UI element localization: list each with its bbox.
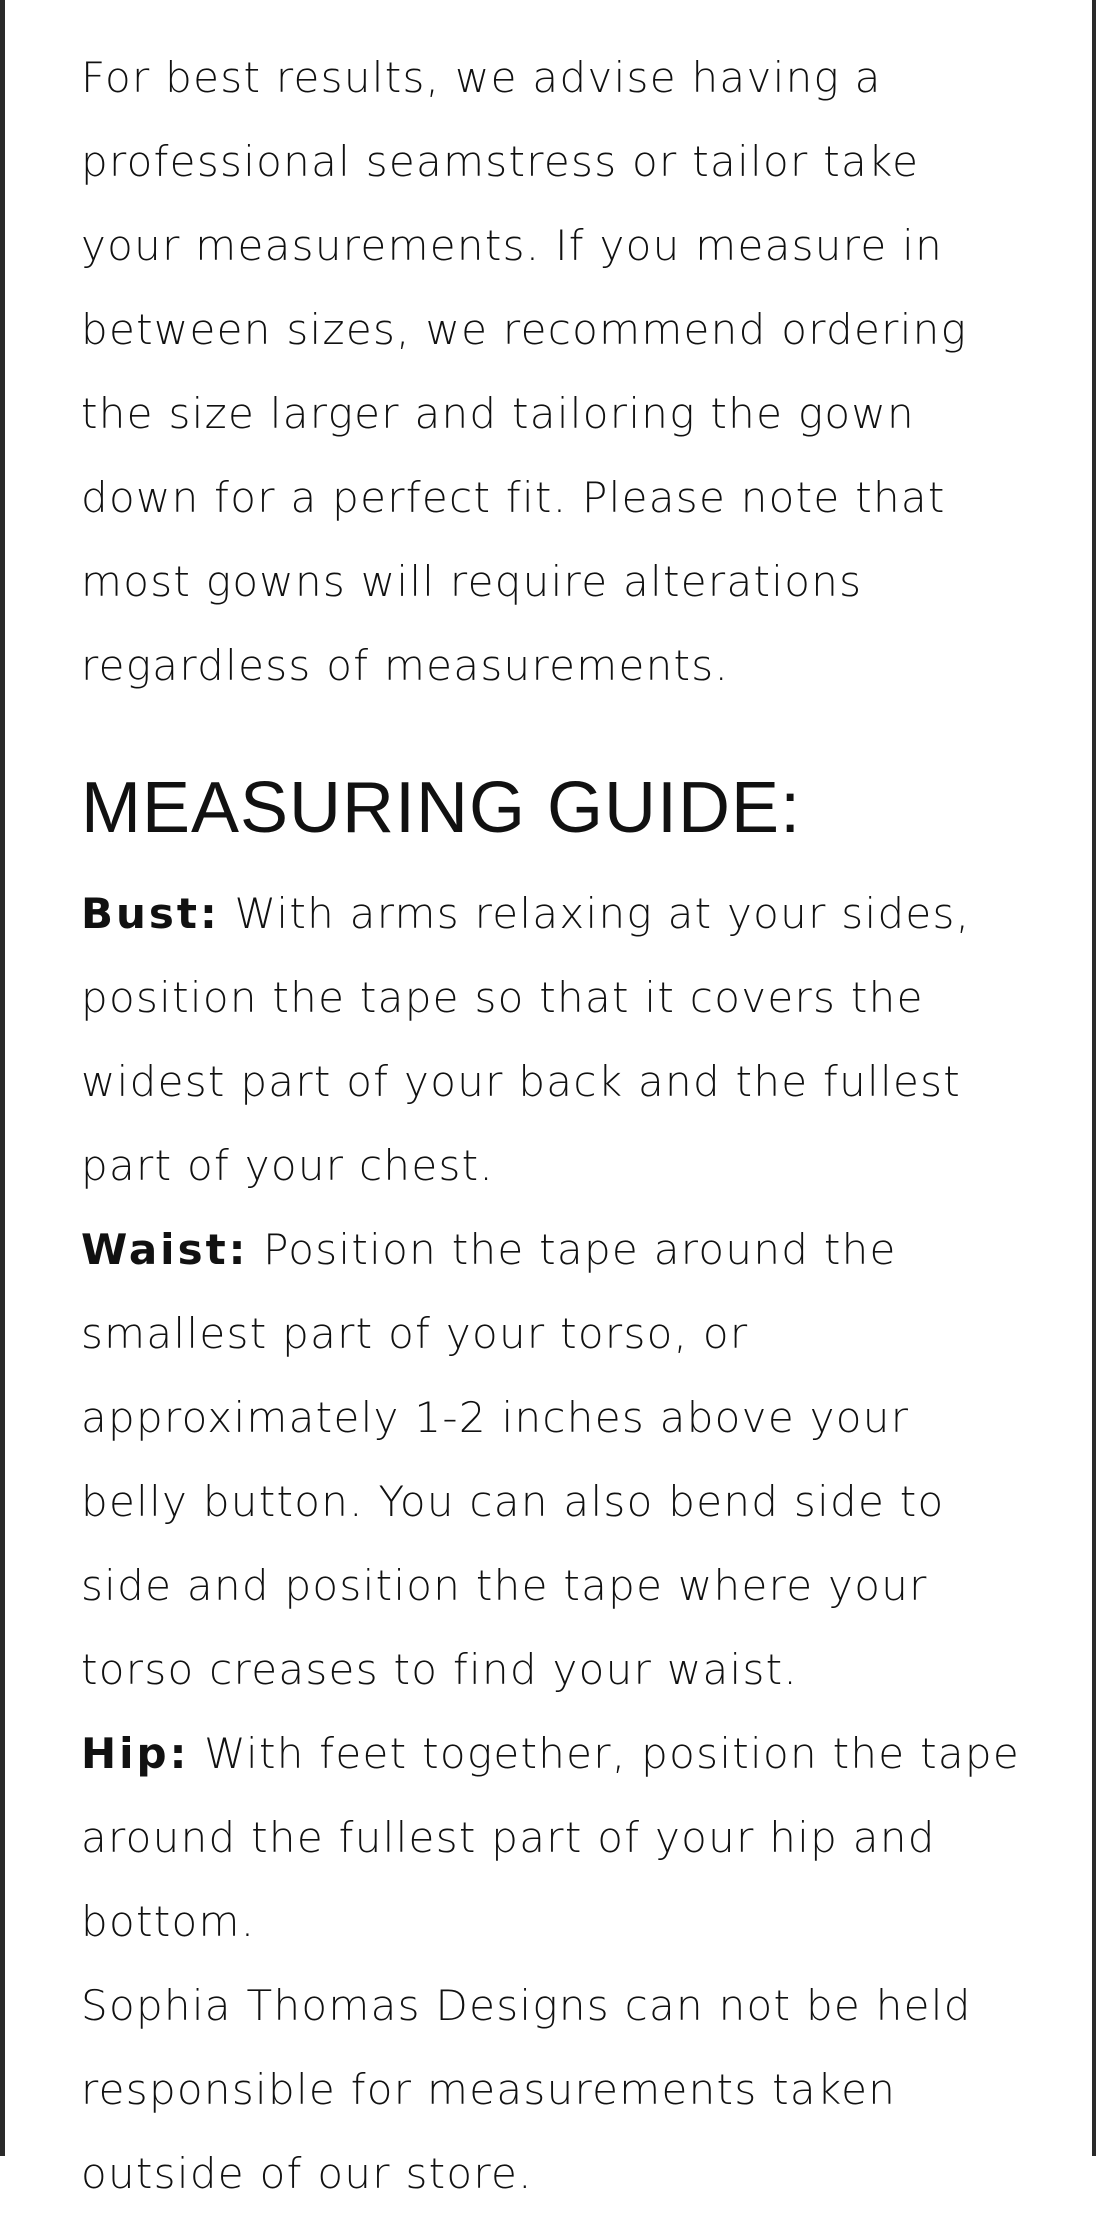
measuring-guide-list bbox=[81, 872, 1021, 2216]
hip-term: Hip: bbox=[81, 1729, 190, 1778]
intro-paragraph: For best results, we advise having a professional seamstress or tailor take your measurements. If you measure in between sizes, we recommend ordering the size larger and tailoring the gown down for a perfect fit. Please note that most gowns will require alterations regardless of measurements. bbox=[81, 53, 968, 690]
waist-term: Waist: bbox=[81, 1225, 249, 1274]
left-edge bbox=[0, 0, 5, 2156]
measuring-guide-heading: MEASURING GUIDE: bbox=[81, 768, 802, 848]
guide-item-waist bbox=[81, 1208, 1021, 1712]
hip-description: With feet together, position the tape around the fullest part of your hip and bottom. bbox=[81, 1729, 1020, 1946]
disclaimer-text: Sophia Thomas Designs can not be held responsible for measurements taken outside of our store. bbox=[81, 1981, 972, 2198]
bust-term: Bust: bbox=[81, 889, 220, 938]
guide-item-bust bbox=[81, 872, 1021, 1208]
bust-description: With arms relaxing at your sides, position the tape so that it covers the widest part of your back and the fullest part of your chest. bbox=[81, 889, 971, 1190]
waist-description: Position the tape around the smallest part of your torso, or approximately 1-2 inches above your belly button. You can also bend side to side and position the tape where your torso creases to find your waist. bbox=[81, 1225, 945, 1694]
size-guide-content bbox=[81, 36, 1021, 2216]
right-edge bbox=[1092, 0, 1096, 2156]
guide-item-hip bbox=[81, 1712, 1021, 1964]
